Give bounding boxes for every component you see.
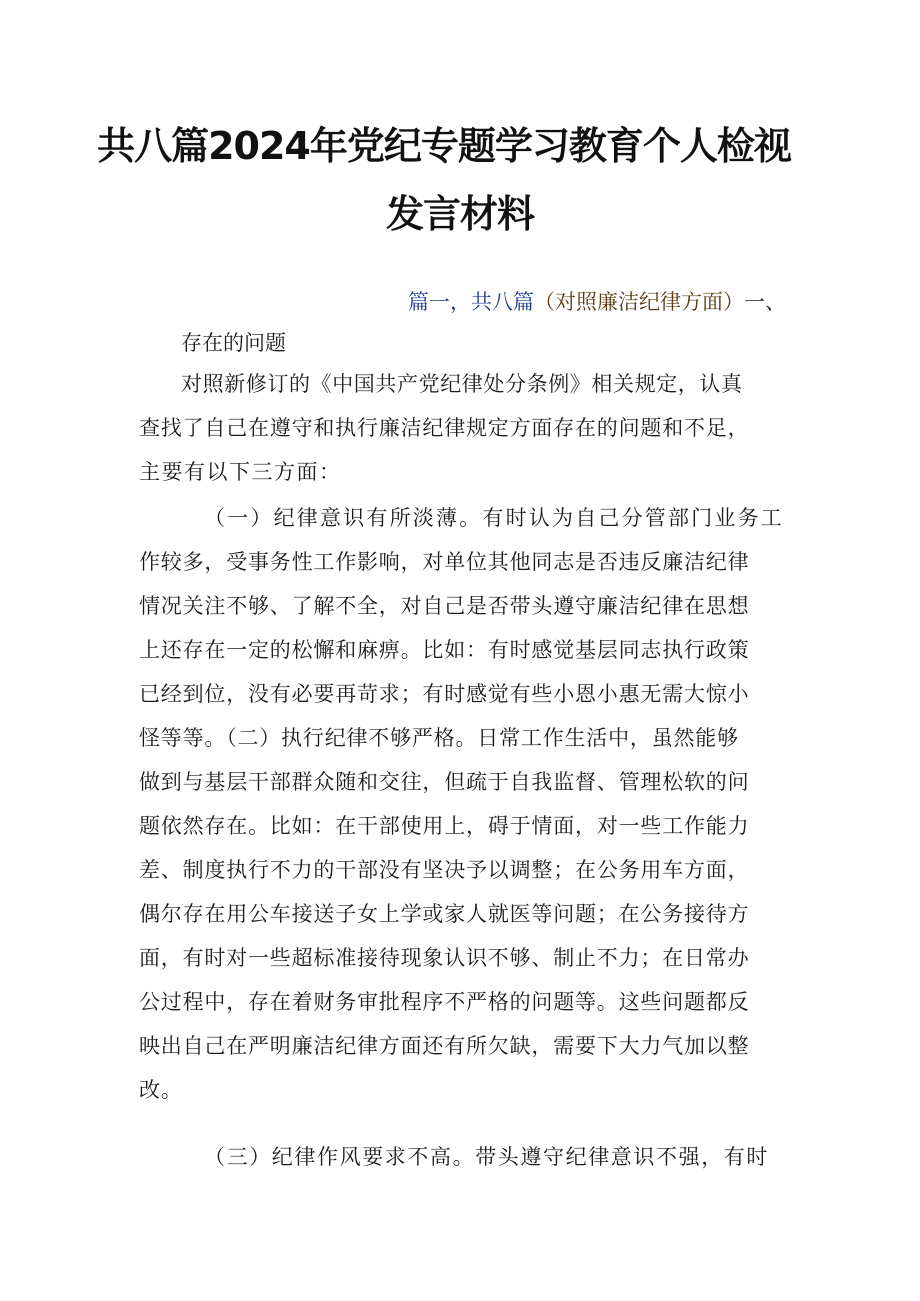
- paragraph-line: 改。: [139, 1078, 183, 1102]
- paragraph-line: 怪等等。（二）执行纪律不够严格。日常工作生活中，虽然能够: [139, 726, 739, 750]
- section-heading-part-1: 篇一，共八篇: [408, 290, 534, 314]
- paragraph-line: 面，有时对一些超标准接待现象认识不够、制止不力；在日常办: [139, 946, 750, 970]
- document-title-line-1: 共八篇2024年党纪专题学习教育个人检视: [97, 124, 791, 168]
- paragraph-line: 题依然存在。比如：在干部使用上，碍于情面，对一些工作能力: [139, 814, 750, 838]
- paragraph-line: 映出自己在严明廉洁纪律方面还有所欠缺，需要下大力气加以整: [139, 1034, 750, 1058]
- document-title-line-2: 发言材料: [385, 192, 534, 236]
- section-heading-part-2: （对照廉洁纪律方面）: [534, 290, 744, 314]
- paragraph-line: 已经到位，没有必要再苛求；有时感觉有些小恩小惠无需大惊小: [139, 682, 750, 706]
- paragraph-line: （三）纪律作风要求不高。带头遵守纪律意识不强，有时: [204, 1145, 769, 1169]
- paragraph-line: 差、制度执行不力的干部没有坚决予以调整；在公务用车方面，: [139, 858, 750, 882]
- paragraph-line: 主要有以下三方面：: [139, 460, 342, 484]
- paragraph-line: 偶尔存在用公车接送子女上学或家人就医等问题；在公务接待方: [139, 902, 750, 926]
- paragraph-line: 查找了自己在遵守和执行廉洁纪律规定方面存在的问题和不足，: [139, 416, 750, 440]
- section-heading: [408, 286, 786, 316]
- paragraph-line: （一）纪律意识有所淡薄。有时认为自己分管部门业务工: [204, 506, 784, 530]
- paragraph-line: 上还存在一定的松懈和麻痹。比如：有时感觉基层同志执行政策: [139, 638, 750, 662]
- section-heading-part-3: 一、: [744, 290, 786, 314]
- section-subheading: 存在的问题: [181, 331, 286, 355]
- paragraph-line: 作较多，受事务性工作影响，对单位其他同志是否违反廉洁纪律: [139, 550, 750, 574]
- paragraph-line: 情况关注不够、了解不全，对自己是否带头遵守廉洁纪律在思想: [139, 594, 750, 618]
- paragraph-line: 对照新修订的《中国共产党纪律处分条例》相关规定，认真: [181, 372, 743, 396]
- paragraph-line: 做到与基层干部群众随和交往，但疏于自我监督、管理松软的问: [139, 770, 750, 794]
- paragraph-line: 公过程中，存在着财务审批程序不严格的问题等。这些问题都反: [139, 990, 750, 1014]
